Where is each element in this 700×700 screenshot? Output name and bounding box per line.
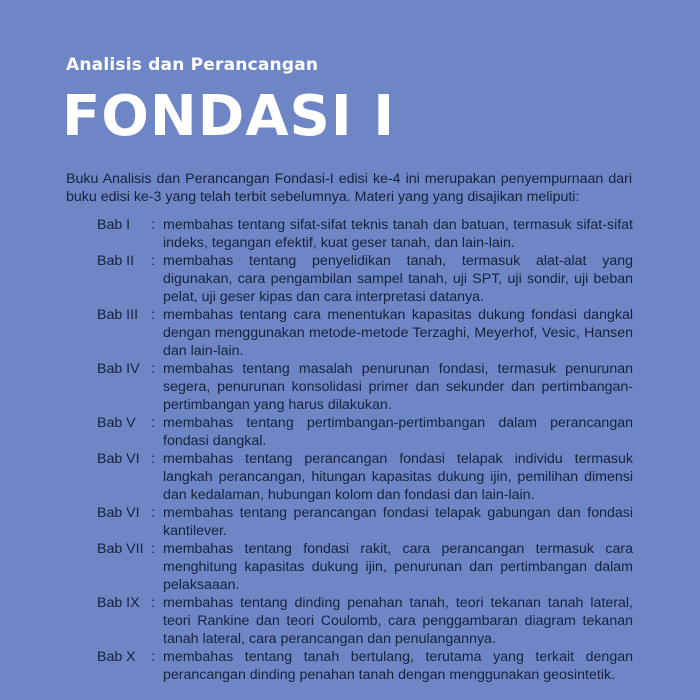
chapter-label: Bab IX [97,595,140,611]
chapter-label: Bab X [97,649,136,665]
chapter-item [97,252,633,306]
chapter-item [97,216,633,252]
chapter-item [97,306,633,360]
chapter-label: Bab IV [97,361,140,377]
chapter-description: membahas tentang dinding penahan tanah, teori tekanan tanah lateral, teori Rankine dan teori Coulomb, cara penggambaran diagram tekanan tanah lateral, cara perancangan dan penulangannya. [163,595,633,647]
chapter-list [97,216,633,684]
intro-paragraph [66,170,632,206]
chapter-separator: : [151,649,155,665]
chapter-separator: : [151,415,155,431]
chapter-description: membahas tentang cara menentukan kapasitas dukung fondasi dangkal dengan menggunakan metode-metode Terzaghi, Meyerhof, Vesic, Hansen dan lain-lain. [163,307,633,359]
chapter-label: Bab I [97,217,131,233]
chapter-item [97,414,633,450]
chapter-separator: : [151,307,155,323]
chapter-description: membahas tentang pertimbangan-pertimbangan dalam perancangan fondasi dangkal. [163,415,633,449]
chapter-separator: : [151,595,155,611]
chapter-label: Bab II [97,253,135,269]
chapter-item [97,648,633,684]
chapter-description: membahas tentang perancangan fondasi telapak individu termasuk langkah perancangan, hitungan kapasitas dukung ijin, pemilihan dimensi dan kedalaman, hubungan kolom dan fondasi dan lain-lain. [163,451,633,503]
chapter-item [97,360,633,414]
chapter-separator: : [151,217,155,233]
chapter-item [97,450,633,504]
chapter-description: membahas tentang masalah penurunan fondasi, termasuk penurunan segera, penurunan konsolidasi primer dan sekunder dan pertimbangan-pertimbangan yang harus dilakukan. [163,361,633,413]
chapter-description: membahas tentang fondasi rakit, cara perancangan termasuk cara menghitung kapasitas dukung ijin, penurunan dan pertimbangan dalam pelaksaaan. [163,541,633,593]
chapter-separator: : [151,541,155,557]
chapter-label: Bab VII [97,541,144,557]
chapter-label: Bab VI [97,451,140,467]
chapter-item [97,504,633,540]
chapter-label: Bab VI [97,505,140,521]
chapter-description: membahas tentang perancangan fondasi telapak gabungan dan fondasi kantilever. [163,505,633,539]
chapter-description: membahas tentang penyelidikan tanah, termasuk alat-alat yang digunakan, cara pengambilan sampel tanah, uji SPT, uji sondir, uji beban pelat, uji geser kipas dan cara interpretasi datanya. [163,253,633,305]
book-title: FONDASI I [62,84,396,149]
chapter-description: membahas tentang tanah bertulang, terutama yang terkait dengan perancangan dinding penahan tanah dengan menggunakan geosintetik. [163,649,633,683]
intro-text: Buku Analisis dan Perancangan Fondasi-I edisi ke-4 ini merupakan penyempurnaan dari buku edisi ke-3 yang telah terbit sebelumnya. Materi yang yang disajikan meliputi: [66,171,632,205]
chapter-separator: : [151,253,155,269]
chapter-separator: : [151,451,155,467]
chapter-item [97,594,633,648]
chapter-label: Bab III [97,307,139,323]
book-subtitle: Analisis dan Perancangan [66,55,319,75]
chapter-separator: : [151,505,155,521]
chapter-separator: : [151,361,155,377]
chapter-item [97,540,633,594]
chapter-description: membahas tentang sifat-sifat teknis tanah dan batuan, termasuk sifat-sifat indeks, tegangan efektif, kuat geser tanah, dan lain-lain. [163,217,633,251]
chapter-label: Bab V [97,415,136,431]
